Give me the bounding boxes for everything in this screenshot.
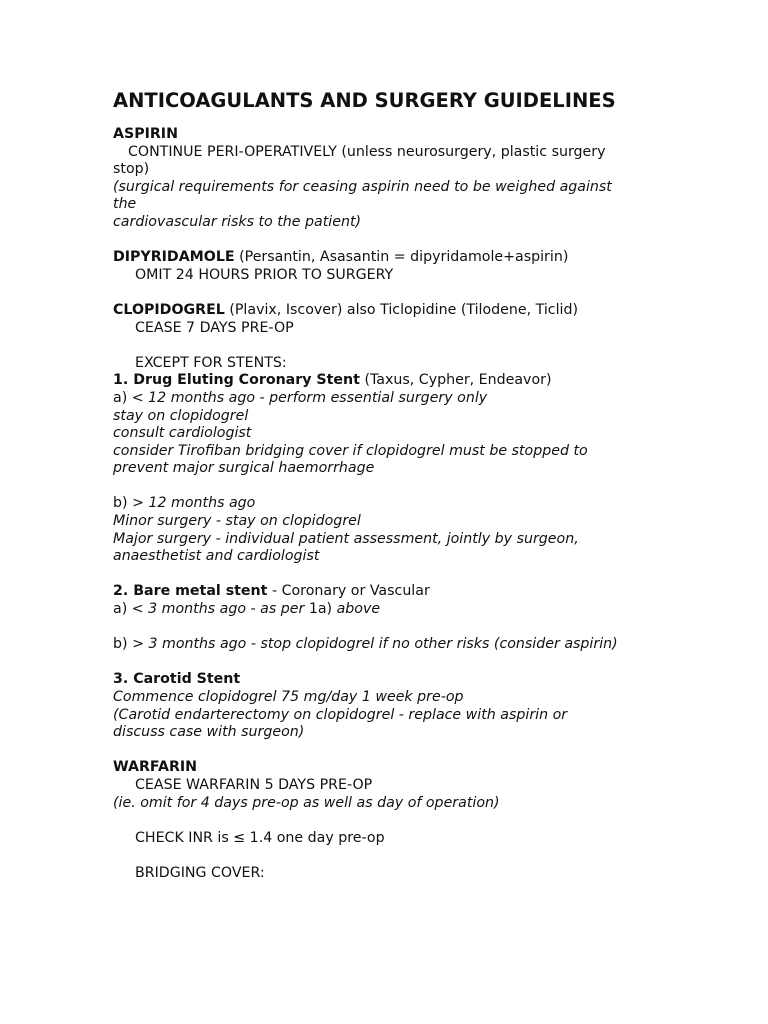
des-b-line3: Major surgery - individual patient assessment, jointly by surgeon, — [113, 530, 579, 547]
aspirin-instruction: CONTINUE PERI-OPERATIVELY (unless neurosurgery, plastic surgery — [128, 143, 606, 160]
warfarin-note: (ie. omit for 4 days pre-op as well as day of operation) — [113, 794, 500, 811]
des-a-line2: stay on clopidogrel — [113, 407, 249, 424]
bms-subtitle: - Coronary or Vascular — [267, 583, 430, 600]
dipyridamole-heading: DIPYRIDAMOLE — [113, 249, 235, 266]
bms-a-text: < 3 months ago - as per — [131, 601, 309, 618]
clopidogrel-instruction: CEASE 7 DAYS PRE-OP — [135, 319, 294, 336]
des-a-line — [113, 390, 673, 408]
document-title: ANTICOAGULANTS AND SURGERY GUIDELINES — [113, 89, 616, 112]
bms-b-line — [113, 636, 673, 654]
carotid-line1: Commence clopidogrel 75 mg/day 1 week pre-op — [113, 689, 464, 705]
bms-a-ref: 1a) — [308, 601, 333, 618]
clopidogrel-heading-line — [113, 302, 673, 320]
bms-heading: 2. Bare metal stent — [113, 583, 268, 600]
clopidogrel-heading: CLOPIDOGREL — [113, 301, 225, 318]
warfarin-instruction: CEASE WARFARIN 5 DAYS PRE-OP — [135, 776, 373, 793]
des-heading: 1. Drug Eluting Coronary Stent — [113, 372, 360, 389]
clopidogrel-brands: (Plavix, Iscover) also Ticlopidine (Tilodene, Ticlid) — [224, 301, 579, 318]
aspirin-instruction-cont: stop) — [113, 161, 150, 178]
stents-exception: EXCEPT FOR STENTS: — [135, 354, 287, 371]
des-a-line5: prevent major surgical haemorrhage — [113, 460, 375, 477]
dipyridamole-brands: (Persantin, Asasantin = dipyridamole+aspirin) — [234, 249, 569, 266]
des-a-text: < 12 months ago - perform essential surgery only — [131, 389, 488, 406]
aspirin-note: (surgical requirements for ceasing aspirin need to be weighed against — [113, 178, 612, 195]
document-page — [113, 88, 673, 883]
carotid-line3: discuss case with surgeon) — [113, 724, 305, 741]
aspirin-note-cont: the — [113, 196, 137, 213]
bms-heading-line — [113, 583, 673, 601]
carotid-heading: 3. Carotid Stent — [113, 671, 241, 688]
des-brands: (Taxus, Cypher, Endeavor) — [359, 372, 552, 389]
warfarin-bridging: BRIDGING COVER: — [135, 864, 265, 881]
bms-a-prefix: a) — [113, 601, 132, 618]
bms-b-prefix: b) — [113, 636, 133, 653]
bms-a-text-end: above — [332, 601, 381, 618]
des-b-line — [113, 495, 673, 513]
des-heading-line — [113, 372, 673, 390]
aspirin-heading: ASPIRIN — [113, 126, 178, 142]
des-a-line3: consult cardiologist — [113, 425, 252, 442]
des-b-line4: anaesthetist and cardiologist — [113, 548, 320, 565]
des-a-line4: consider Tirofiban bridging cover if clopidogrel must be stopped to — [113, 442, 588, 459]
bms-b-text: > 3 months ago - stop clopidogrel if no other risks (consider aspirin) — [132, 636, 618, 653]
aspirin-note-end: cardiovascular risks to the patient) — [113, 213, 362, 230]
des-a-prefix: a) — [113, 389, 132, 406]
dipyridamole-instruction: OMIT 24 HOURS PRIOR TO SURGERY — [135, 266, 394, 283]
carotid-line2: (Carotid endarterectomy on clopidogrel - replace with aspirin or — [113, 706, 568, 723]
bms-a-line — [113, 601, 673, 619]
warfarin-inr-check: CHECK INR is ≤ 1.4 one day pre-op — [135, 829, 385, 846]
dipyridamole-heading-line — [113, 249, 673, 267]
des-b-text: > 12 months ago — [132, 495, 256, 512]
des-b-line2: Minor surgery - stay on clopidogrel — [113, 513, 361, 530]
warfarin-heading: WARFARIN — [113, 759, 198, 776]
des-b-prefix: b) — [113, 495, 133, 512]
